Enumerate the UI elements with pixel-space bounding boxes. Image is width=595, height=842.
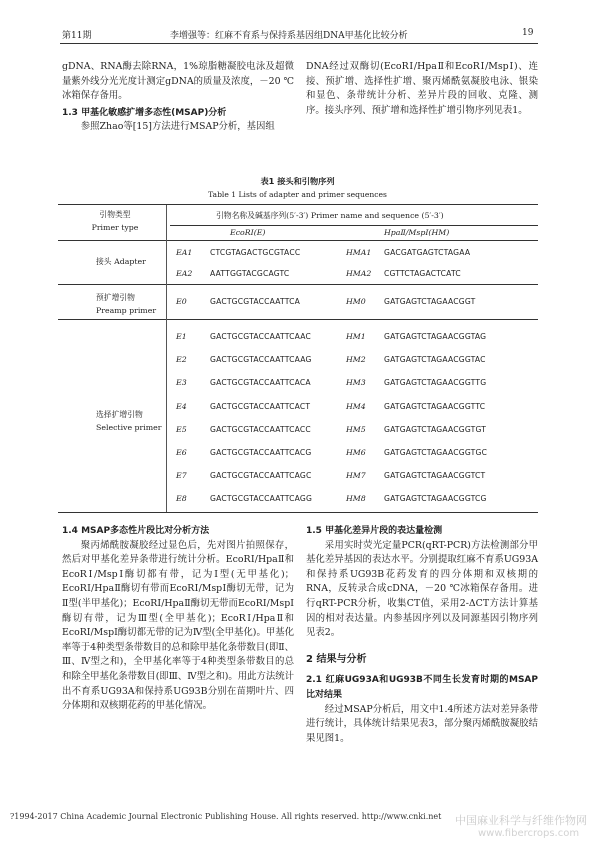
primer-name: E5 (176, 425, 187, 434)
group-selective-en: Selective primer (96, 423, 162, 432)
primer-name: E4 (176, 402, 187, 411)
primer-name: E1 (176, 332, 187, 341)
primer-sequence: GATGAGTCTAGAACGGT (384, 297, 476, 306)
group-preamp-cn: 预扩增引物 (96, 293, 135, 302)
primer-name: HM4 (346, 402, 366, 411)
primer-sequence: GATGAGTCTAGAACGGTCT (384, 471, 486, 480)
primer-sequence: GACTGCGTACCAATTCAAG (210, 355, 312, 364)
copyright-footer: ?1994-2017 China Academic Journal Electronic Publishing House. All rights reserved. http://www.cnki.net (10, 812, 442, 821)
bottom-right-column (306, 524, 538, 746)
primer-name: HM0 (346, 297, 366, 306)
primer-sequence: GACTGCGTACCAATTCACG (210, 448, 312, 457)
primer-name: EA1 (176, 248, 193, 257)
table-group-rule-1 (58, 284, 538, 285)
col-header-name-seq: 引物名称及碱基序列(5′-3′) Primer name and sequence (5′-3′) (216, 211, 444, 220)
group-adapter-label (96, 255, 146, 268)
primer-sequence: GATGAGTCTAGAACGGTGC (384, 448, 488, 457)
primer-sequence: GACTGCGTACCAATTCACT (210, 402, 311, 411)
primer-sequence: GACTGCGTACCAATTCA (210, 297, 301, 306)
group-preamp-en: Preamp primer (96, 306, 157, 315)
primer-sequence: GACTGCGTACCAATTCAGC (210, 471, 312, 480)
table-group-rule-2 (58, 319, 538, 320)
primer-name: HM3 (346, 378, 366, 387)
watermark-text: 中国麻业科学与纤维作物网 (455, 814, 587, 827)
primer-sequence: GACTGCGTACCAATTCACC (210, 425, 311, 434)
primer-name: E0 (176, 297, 187, 306)
primer-name: EA2 (176, 269, 193, 278)
primer-sequence: GATGAGTCTAGAACGGTAG (384, 332, 487, 341)
table-bottom-rule (58, 512, 538, 513)
primer-sequence: AATTGGTACGCAGTC (210, 269, 290, 278)
primer-sequence: GATGAGTCTAGAACGGTCG (384, 494, 487, 503)
table-top-rule (58, 204, 538, 205)
primer-name: HMA1 (346, 248, 372, 257)
table-caption-en: Table 1 Lists of adapter and primer sequences (208, 190, 387, 199)
paragraph-qrt-pcr: 采用实时荧光定量PCR(qRT-PCR)方法检测部分甲基化差异基因的表达水平。分别提取红麻不育系UG93A和保持系UG93B花药发育的四分体期和双核期的RNA，反转录合成cDNA，－20 ℃冰箱保存备用。进行qRT-PCR分析，收集CT值，采用2-ΔCT方法计算基因的相对表达量。内参基因序列以及同源基因引物序列见表2。 (306, 539, 538, 639)
primer-name: HMA2 (346, 269, 372, 278)
paragraph-msap-analysis: 聚丙烯酰胺凝胶经过显色后，先对图片拍照保存，然后对甲基化差异条带进行统计分析。EcoRⅠ/HpaⅡ和EcoRⅠ/MspⅠ酶切都有带，记为Ⅰ型(无甲基化)；EcoRⅠ/HpaⅡ酶切有带而EcoRⅠ/MspⅠ酶切无带，记为Ⅱ型(半甲基化)；EcoRⅠ/HpaⅡ酶切无带而EcoRⅠ/MspⅠ酶切有带，记为Ⅲ型(全甲基化)；EcoRⅠ/HpaⅡ和EcoRⅠ/MspⅠ酶切都无带的记为Ⅳ型(全甲基化)。甲基化率等于4种类型条带数目的总和除甲基化条带数目(即Ⅱ、Ⅲ、Ⅳ型之和)，全甲基化率等于4种类型条带数目的总和除全甲基化条带数目(即Ⅲ、Ⅳ型之和)。用此方法统计出不育系UG93A和保持系UG93B分别在苗期叶片、四分体期和双核期花药的甲基化情况。 (62, 539, 294, 712)
col-header-type-cn: 引物类型 (99, 210, 131, 219)
primer-name: HM8 (346, 494, 366, 503)
page-number: 19 (522, 28, 534, 38)
watermark-url: www.fibercrops.com (478, 828, 580, 839)
primer-sequence: CGTTCTAGACTCATC (384, 269, 461, 278)
primer-sequence: GACTGCGTACCAATTCAGG (210, 494, 313, 503)
table-header-rule (58, 240, 538, 241)
col-header-type-en: Primer type (91, 223, 139, 232)
paragraph-gdna: gDNA、RNA酶去除RNA，1%琼脂糖凝胶电泳及超微量紫外线分光光度计测定gDNA的质量及浓度，－20 ℃冰箱保存备用。 (62, 61, 295, 102)
paragraph-msap: 参照Zhao等[15]方法进行MSAP分析，基因组 (80, 121, 275, 133)
primer-name: HM5 (346, 425, 366, 434)
col-header-ecor: EcoRⅠ(E) (230, 228, 266, 237)
primer-sequence: GATGAGTCTAGAACGGTTG (384, 378, 487, 387)
primer-sequence: GACTGCGTACCAATTCAAC (210, 332, 311, 341)
primer-name: HM6 (346, 448, 366, 457)
section-2-heading: 2 结果与分析 (306, 653, 367, 665)
table-caption-cn: 表1 接头和引物序列 (260, 176, 335, 186)
group-selective-cn: 选择扩增引物 (96, 410, 143, 419)
primer-sequence: GACTGCGTACCAATTCACA (210, 378, 311, 387)
group-preamp-label (96, 291, 156, 317)
primer-name: HM7 (346, 471, 366, 480)
primer-name: HM1 (346, 332, 366, 341)
running-title: 李增强等：红麻不育系与保持系基因组DNA甲基化比较分析 (170, 31, 408, 41)
primer-sequence: GACGATGAGTCTAGAA (384, 248, 471, 257)
primer-name: HM2 (346, 355, 366, 364)
top-left-column (62, 60, 294, 135)
bottom-left-column (62, 524, 294, 714)
primer-name: E8 (176, 494, 187, 503)
col-header-type (80, 208, 150, 234)
section-1-3-heading: 1.3 甲基化敏感扩增多态性(MSAP)分析 (62, 107, 227, 118)
issue-number: 第11期 (62, 31, 92, 41)
primer-name: E7 (176, 471, 187, 480)
paragraph-digestion: DNA经过双酶切(EcoRⅠ/HpaⅡ和EcoRⅠ/MspⅠ)、连接、预扩增、选择性扩增、聚丙烯酰氨凝胶电泳、银染和显色、条带统计分析、差异片段的回收、克隆、测序。接头序列、预扩增和选择性扩增引物序列见表1。 (306, 61, 538, 116)
primer-name: E3 (176, 378, 187, 387)
section-2-1-heading: 2.1 红麻UG93A和UG93B不同生长发育时期的MSAP比对结果 (306, 675, 538, 700)
primer-sequence: CTCGTAGACTGCGTACC (210, 248, 301, 257)
top-right-column (306, 60, 538, 118)
primer-name: E2 (176, 355, 187, 364)
table-subheader-rule (170, 225, 538, 226)
group-adapter-en: Adapter (114, 257, 146, 266)
col-header-hpa-msp: HpaⅡ/MspⅠ(HM) (384, 228, 450, 237)
header-rule (60, 43, 538, 44)
group-adapter-cn: 接头 (96, 257, 112, 266)
primer-sequence: GATGAGTCTAGAACGGTAC (384, 355, 486, 364)
paragraph-msap-results: 经过MSAP分析后，用文中1.4所述方法对差异条带进行统计，具体统计结果见表3，部分聚丙烯酰胺凝胶结果见图1。 (306, 703, 538, 744)
group-selective-label (96, 408, 162, 434)
section-1-4-heading: 1.4 MSAP多态性片段比对分析方法 (62, 526, 210, 536)
primer-name: E6 (176, 448, 187, 457)
section-1-5-heading: 1.5 甲基化差异片段的表达量检测 (306, 526, 443, 536)
primer-sequence: GATGAGTCTAGAACGGTGT (384, 425, 487, 434)
table-vertical-rule (166, 205, 167, 512)
primer-sequence: GATGAGTCTAGAACGGTTC (384, 402, 486, 411)
